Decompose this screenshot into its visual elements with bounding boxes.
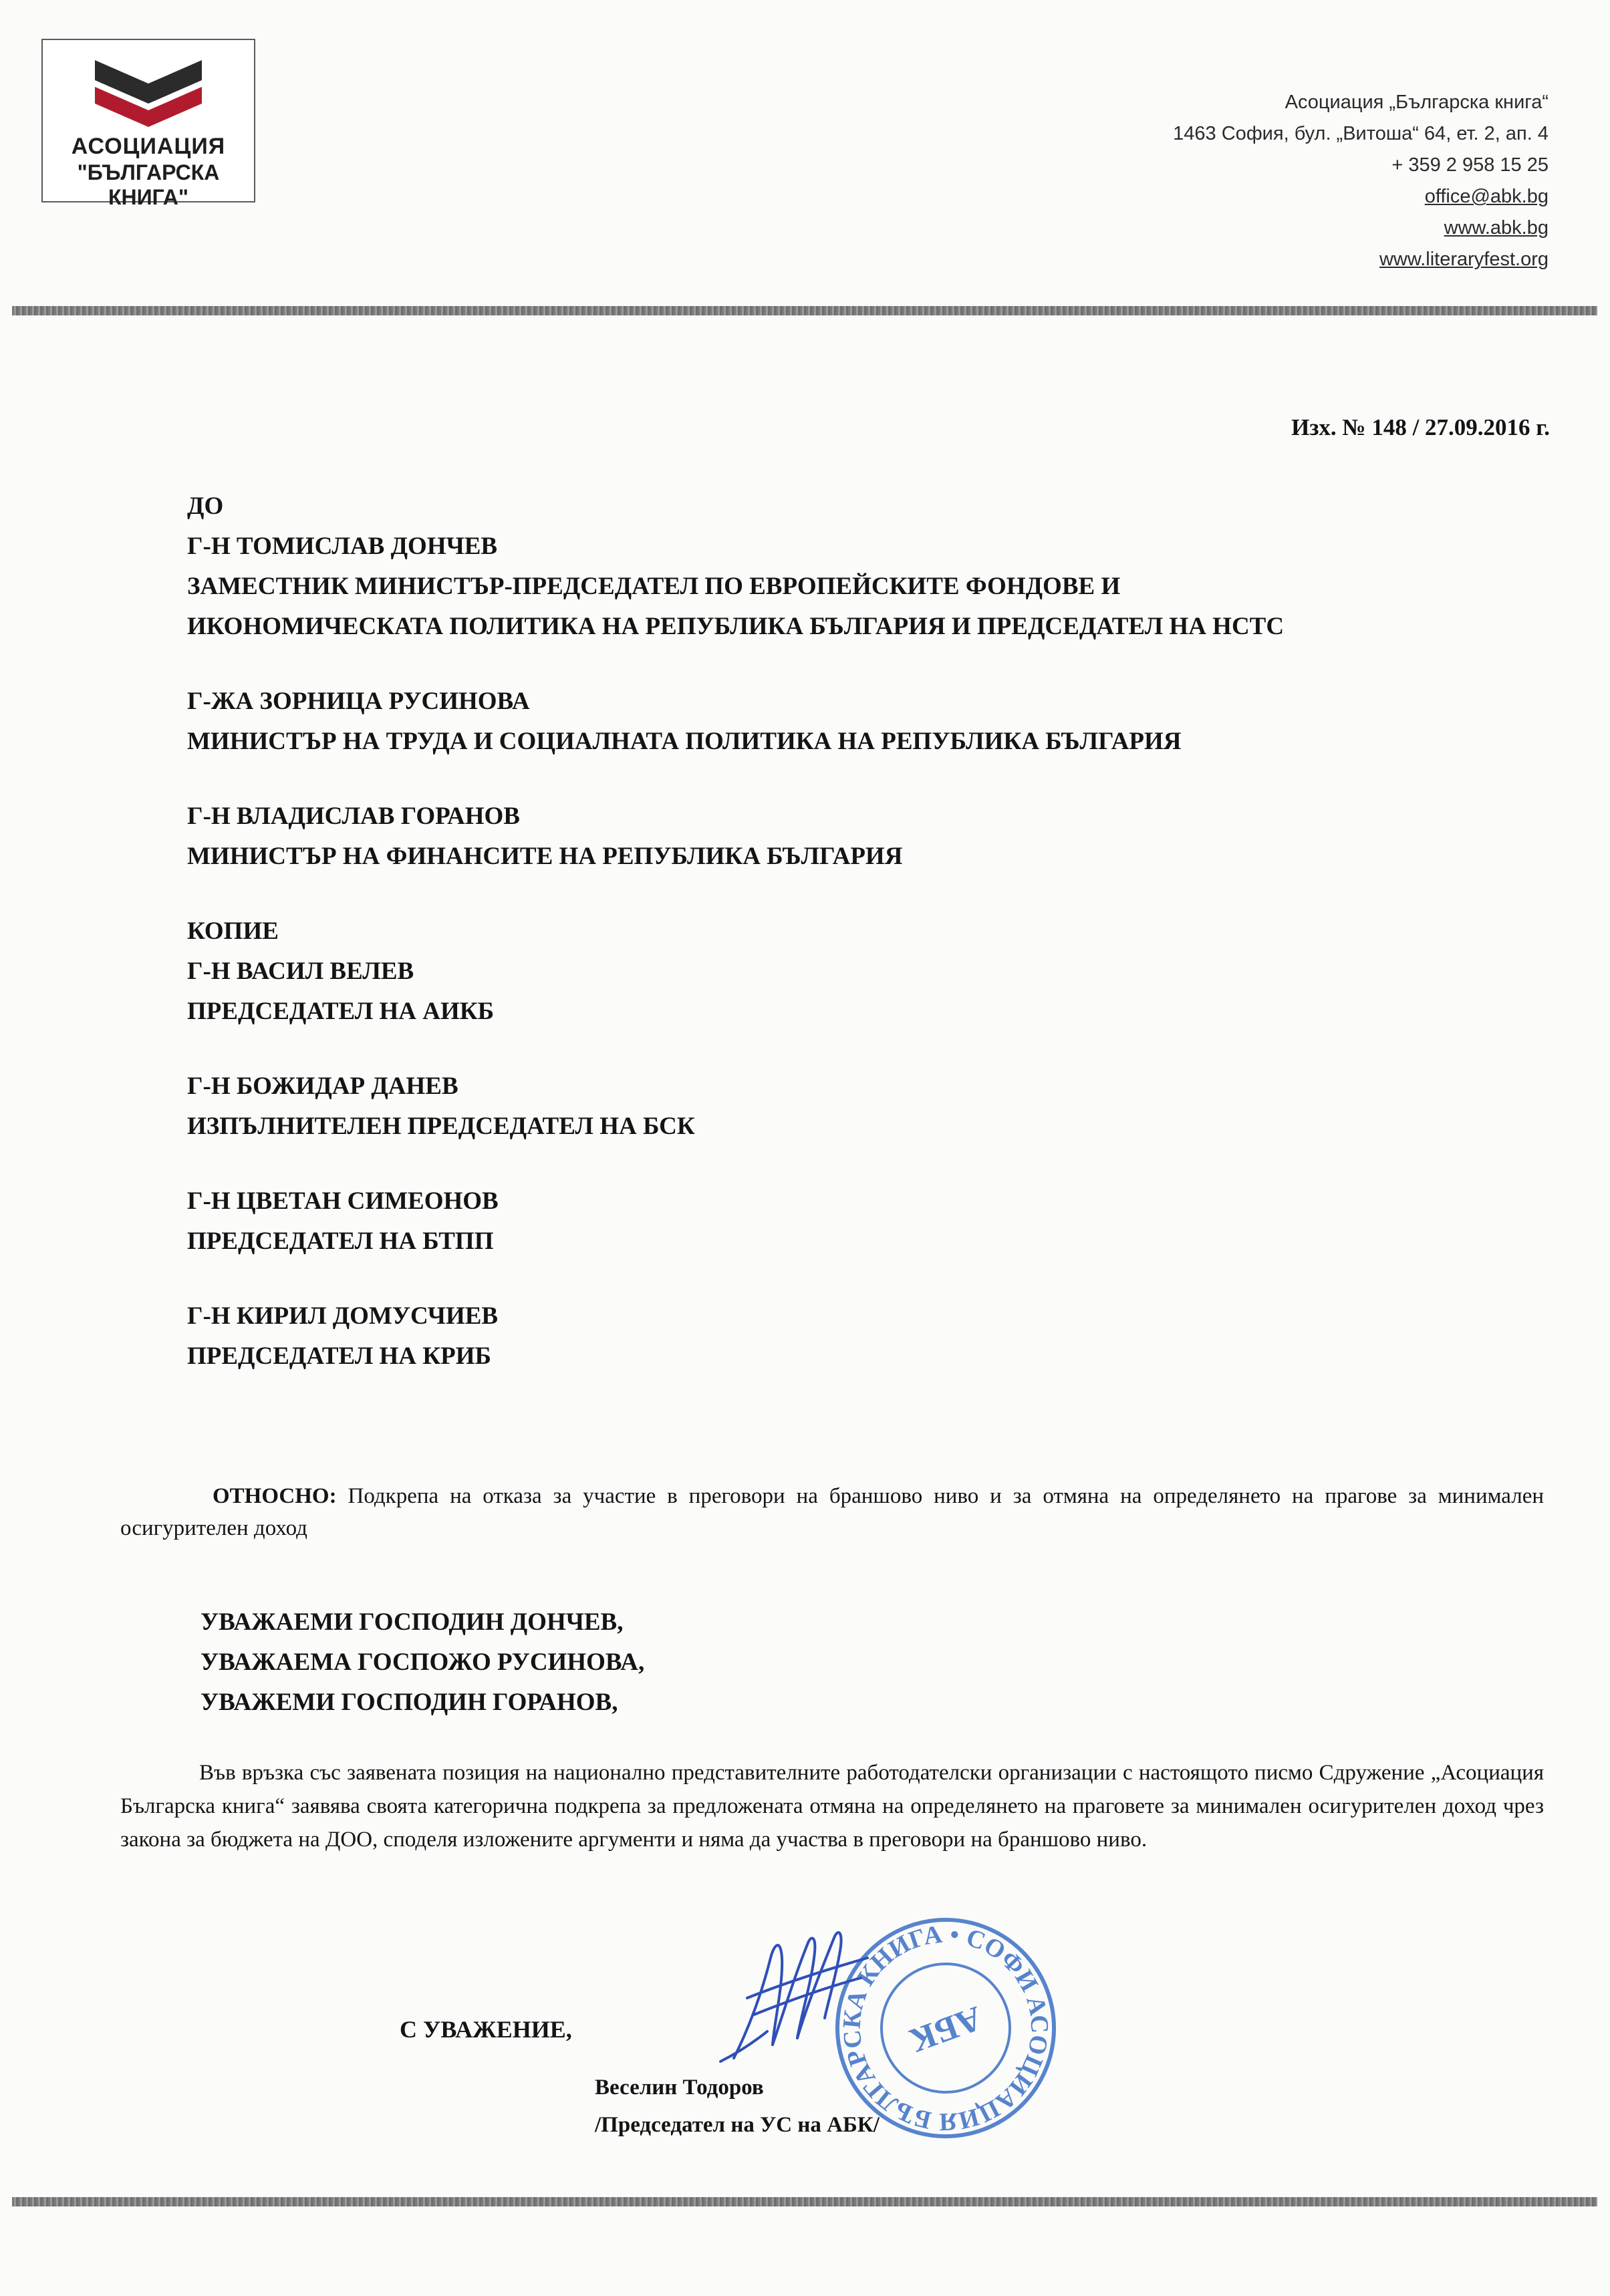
header-divider xyxy=(12,306,1597,315)
recipients xyxy=(187,486,1284,1411)
salutations xyxy=(200,1602,644,1723)
copy-label: КОПИЕ xyxy=(187,917,279,945)
signer-block xyxy=(595,2069,880,2144)
closing: С УВАЖЕНИЕ, xyxy=(400,2016,572,2043)
contact-web-link[interactable]: www.abk.bg xyxy=(1444,217,1549,239)
recipient-title: ЗАМЕСТНИК МИНИСТЪР-ПРЕДСЕДАТЕЛ ПО ЕВРОПЕЙСКИТЕ ФОНДОВЕ И xyxy=(187,573,1121,600)
copy-recipient-title: ПРЕДСЕДАТЕЛ НА БТПП xyxy=(187,1228,494,1255)
copy-recipient-title: ПРЕДСЕДАТЕЛ НА АИКБ xyxy=(187,998,495,1025)
footer-divider xyxy=(12,2197,1597,2206)
contact-block xyxy=(1173,87,1549,275)
recipient-title: ИКОНОМИЧЕСКАТА ПОЛИТИКА НА РЕПУБЛИКА БЪЛГАРИЯ И ПРЕДСЕДАТЕЛ НА НСТС xyxy=(187,613,1285,640)
copy-recipient-name: Г-Н БОЖИДАР ДАНЕВ xyxy=(187,1072,458,1100)
to-label: ДО xyxy=(187,492,224,520)
copy-recipient-name: Г-Н ЦВЕТАН СИМЕОНОВ xyxy=(187,1187,499,1215)
copy-recipient-name: Г-Н ВАСИЛ ВЕЛЕВ xyxy=(187,958,414,985)
contact-phone: + 359 2 958 15 25 xyxy=(1391,154,1549,176)
logo-chevron-icon xyxy=(95,53,202,127)
recipient-title: МИНИСТЪР НА ТРУДА И СОЦИАЛНАТА ПОЛИТИКА НА РЕПУБЛИКА БЪЛГАРИЯ xyxy=(187,728,1182,755)
copy-recipient-title: ИЗПЪЛНИТЕЛЕН ПРЕДСЕДАТЕЛ НА БСК xyxy=(187,1113,695,1140)
logo-line-2: "БЪЛГАРСКА КНИГА" xyxy=(77,160,220,209)
salutation: УВАЖЕМИ ГОСПОДИН ГОРАНОВ, xyxy=(200,1689,618,1716)
recipient-name: Г-Н ВЛАДИСЛАВ ГОРАНОВ xyxy=(187,803,520,830)
signer-name: Веселин Тодоров xyxy=(595,2075,764,2100)
logo-line-1: АСОЦИАЦИЯ xyxy=(71,134,226,159)
contact-literaryfest-link[interactable]: www.literaryfest.org xyxy=(1379,249,1549,270)
logo xyxy=(41,39,255,209)
copy-recipient-name: Г-Н КИРИЛ ДОМУСЧИЕВ xyxy=(187,1302,499,1330)
contact-org: Асоциация „Българска книга“ xyxy=(1285,92,1549,113)
signer-title: /Председател на УС на АБК/ xyxy=(595,2113,880,2137)
recipient-name: Г-ЖА ЗОРНИЦА РУСИНОВА xyxy=(187,688,530,715)
contact-address: 1463 София, бул. „Витоша“ 64, ет. 2, ап. 4 xyxy=(1173,123,1549,144)
body-paragraph: Във връзка със заявената позиция на национално представителните работодателски организации с настоящото писмо Сдружение „Асоциация Българска книга“ заявява своята категорична подкрепа за предложената отмяна на определянето на праговете за минимален осигурителен доход чрез закона за бюджета на ДОО, споделя изложените аргументи и няма да участва в преговори на браншово ниво. xyxy=(120,1761,1544,1852)
salutation: УВАЖАЕМИ ГОСПОДИН ДОНЧЕВ, xyxy=(200,1608,624,1636)
recipient-title: МИНИСТЪР НА ФИНАНСИТЕ НА РЕПУБЛИКА БЪЛГАРИЯ xyxy=(187,843,903,870)
contact-email-link[interactable]: office@abk.bg xyxy=(1424,186,1549,207)
signature-icon xyxy=(707,1918,881,2071)
reference-number: Изх. № 148 / 27.09.2016 г. xyxy=(1291,414,1550,440)
subject-text: Подкрепа на отказа за участие в преговори на браншово ниво и за отмяна на определянето на прагове за минимален осигурителен доход xyxy=(120,1484,1544,1540)
subject-label: ОТНОСНО: xyxy=(213,1484,337,1508)
copy-recipient-title: ПРЕДСЕДАТЕЛ НА КРИБ xyxy=(187,1342,491,1370)
stamp-ring-text: АСОЦИАЦИЯ БЪЛГАРСКА КНИГА • СОФИЯ xyxy=(837,1920,1054,2136)
salutation: УВАЖАЕМА ГОСПОЖО РУСИНОВА, xyxy=(200,1648,645,1676)
subject xyxy=(120,1480,1544,1544)
stamp-center-text: АБК xyxy=(905,1998,987,2059)
recipient-name: Г-Н ТОМИСЛАВ ДОНЧЕВ xyxy=(187,533,498,560)
